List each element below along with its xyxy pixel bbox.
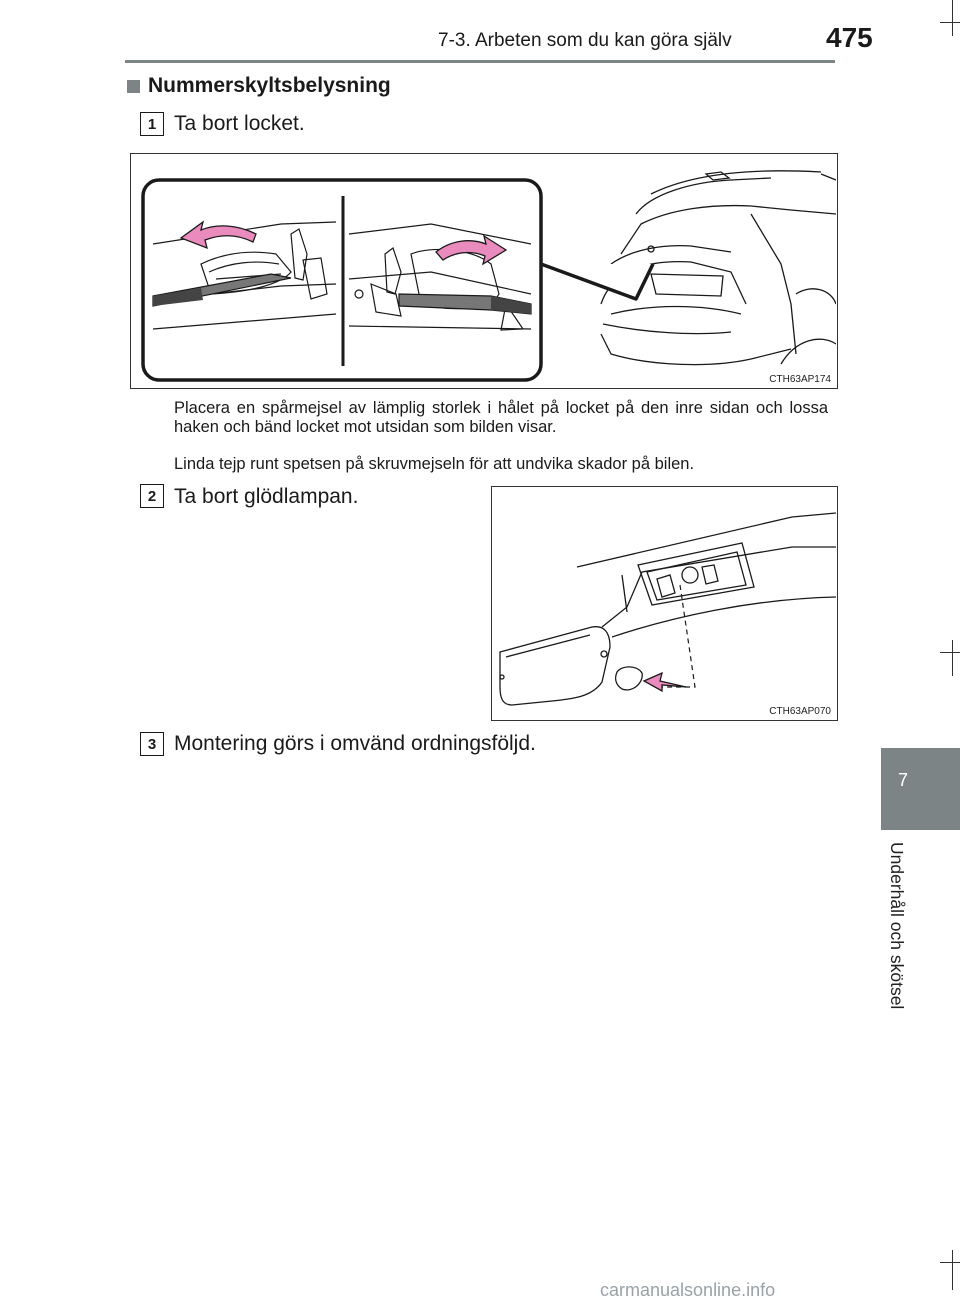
- figure-license-lamp-cover: [130, 153, 838, 389]
- crop-mark: [952, 0, 953, 36]
- figure-bulb-removal: [491, 486, 838, 721]
- chapter-title: 7-3. Arbeten som du kan göra själv: [438, 30, 732, 51]
- crop-mark: [940, 22, 960, 23]
- crop-mark: [940, 1262, 960, 1263]
- section-heading-text: Nummerskyltsbelysning: [148, 74, 391, 97]
- step-badge: 1: [140, 112, 164, 136]
- step-badge: 3: [140, 732, 164, 756]
- figure-cover-removal-illustration: [131, 154, 836, 387]
- crop-mark: [952, 640, 953, 676]
- watermark: carmanualsonline.info: [600, 1280, 776, 1300]
- chapter-tab-number: 7: [897, 770, 908, 790]
- step-text: Ta bort locket.: [174, 112, 305, 135]
- chapter-side-label: [886, 842, 916, 1032]
- step-badge: 2: [140, 484, 164, 508]
- section-heading: [127, 74, 391, 98]
- crop-mark: [952, 1250, 953, 1290]
- figure-code: CTH63AP070: [769, 706, 831, 717]
- bullet-square-icon: [127, 80, 140, 93]
- instruction-paragraph: Linda tejp runt spetsen på skruvmejseln för att undvika skador på bilen.: [174, 455, 695, 473]
- crop-mark: [940, 652, 960, 653]
- chapter-side-label-text: Underhåll och skötsel: [887, 842, 907, 1010]
- figure-bulb-illustration: [492, 487, 836, 719]
- page-number: 475: [826, 22, 873, 53]
- step-text: Ta bort glödlampan.: [174, 485, 359, 508]
- instruction-paragraph: Placera en spårmejsel av lämplig storlek i hålet på locket på den inre sidan och lossa haken och bänd locket mot utsidan som bilden visar.: [174, 399, 828, 436]
- figure-code: CTH63AP174: [769, 374, 831, 385]
- step-text: Montering görs i omvänd ordningsföljd.: [174, 732, 536, 755]
- header-rule: [125, 60, 835, 63]
